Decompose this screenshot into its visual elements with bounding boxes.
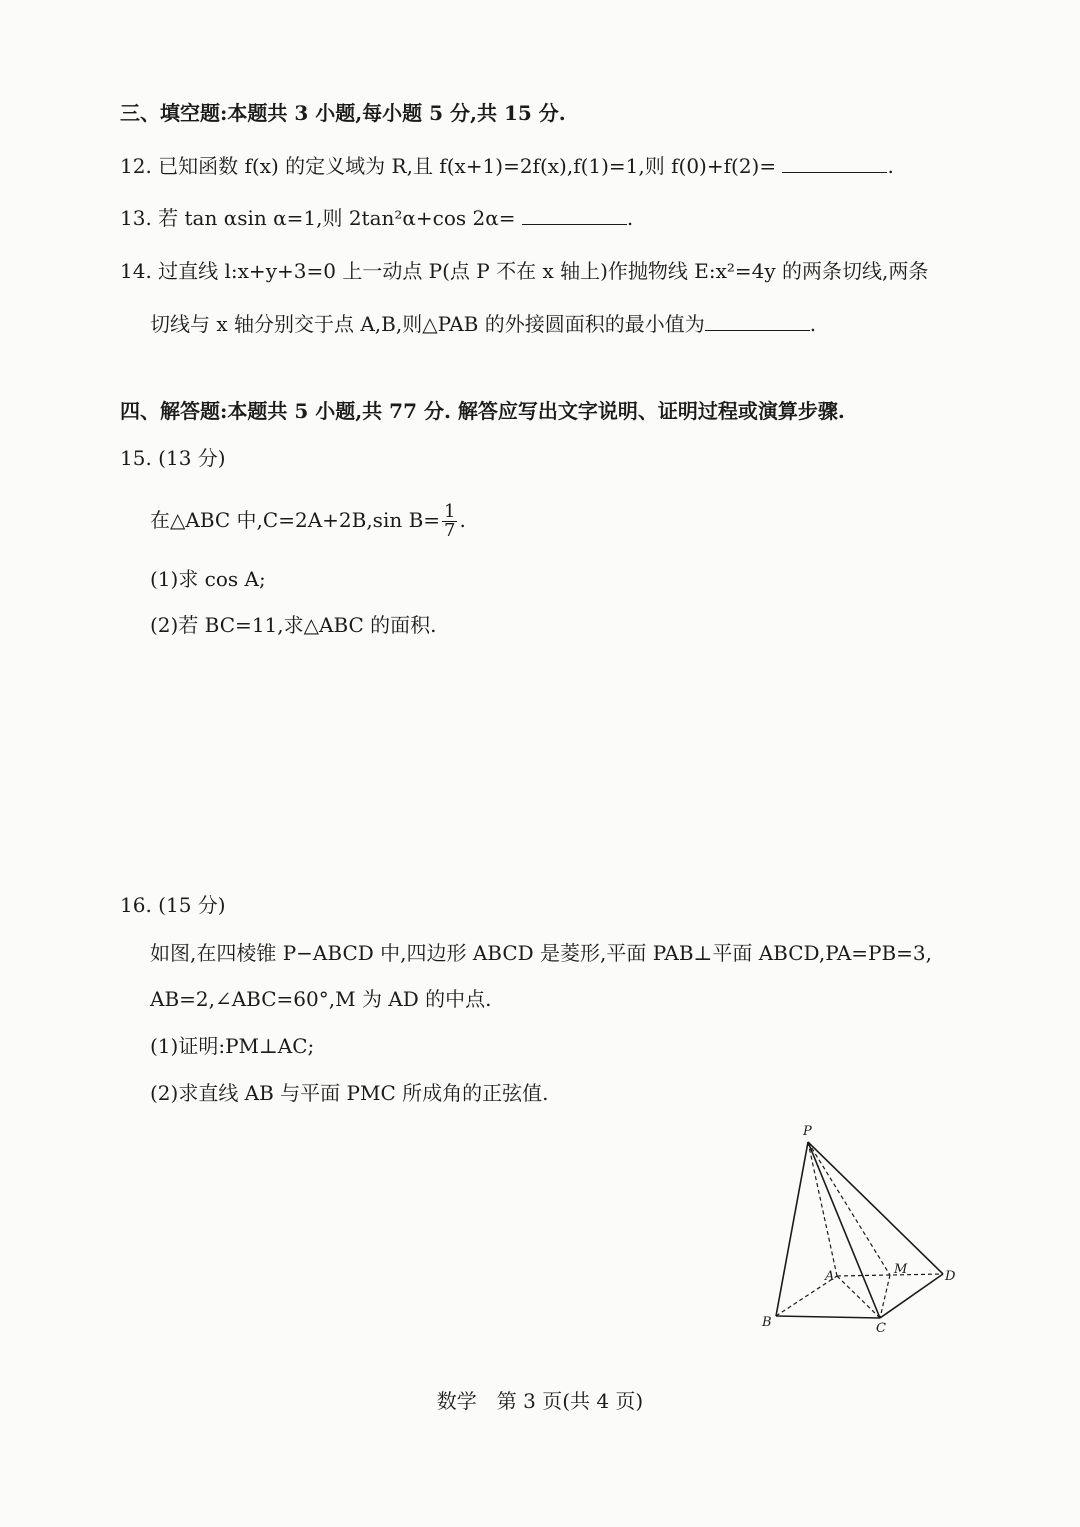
question-14-line-1: 14. 过直线 l:x+y+3=0 上一动点 P(点 P 不在 x 轴上)作抛物线 E:x²=4y 的两条切线,两条 (120, 259, 929, 283)
answer-blank-12[interactable] (782, 154, 887, 173)
question-15-part-2: (2)若 BC=11,求△ABC 的面积. (150, 613, 437, 637)
question-15-part-1: (1)求 cos A; (150, 567, 266, 591)
label-D: D (945, 1269, 956, 1284)
question-12 (120, 153, 894, 179)
question-12-text: 12. 已知函数 f(x) 的定义域为 R,且 f(x+1)=2f(x),f(1)=1,则 f(0)+f(2)= (120, 154, 777, 178)
label-B: B (762, 1315, 772, 1330)
fraction-denominator: 7 (444, 520, 456, 541)
edge-PA (808, 1142, 837, 1276)
fraction-numerator: 1 (444, 501, 456, 522)
pyramid-figure (740, 1115, 970, 1340)
fraction-one-seventh (442, 503, 457, 540)
label-C: C (876, 1321, 886, 1336)
solid-edges (776, 1142, 943, 1318)
section-4-heading: 四、解答题:本题共 5 小题,共 77 分. 解答应写出文字说明、证明过程或演算步骤. (120, 399, 845, 423)
edge-PB (776, 1142, 808, 1316)
question-16-stem-1: 如图,在四棱锥 P−ABCD 中,四边形 ABCD 是菱形,平面 PAB⊥平面 ABCD,PA=PB=3, (150, 941, 933, 965)
page-footer: 数学 第 3 页(共 4 页) (436, 1389, 644, 1413)
question-15-stem-period: . (459, 508, 466, 532)
edge-PD (808, 1142, 943, 1274)
question-16-part-2: (2)求直线 AB 与平面 PMC 所成角的正弦值. (150, 1081, 549, 1105)
question-16-stem-2: AB=2,∠ABC=60°,M 为 AD 的中点. (150, 987, 492, 1011)
question-15-header: 15. (13 分) (120, 446, 226, 470)
question-16-part-1: (1)证明:PM⊥AC; (150, 1034, 315, 1058)
label-M: M (894, 1262, 908, 1277)
answer-blank-13[interactable] (522, 206, 627, 225)
edge-AC (837, 1276, 880, 1318)
label-P: P (803, 1124, 812, 1139)
question-14-text: 切线与 x 轴分别交于点 A,B,则△PAB 的外接圆面积的最小值为 (150, 312, 705, 336)
label-A: A (825, 1269, 835, 1284)
question-14-period: . (809, 312, 817, 336)
answer-blank-14[interactable] (705, 312, 810, 331)
question-12-period: . (887, 154, 894, 178)
edge-CD (880, 1274, 943, 1318)
edge-PC (808, 1142, 880, 1318)
question-16-header: 16. (15 分) (120, 893, 226, 917)
question-14-line-2 (150, 311, 816, 337)
edge-PM (808, 1142, 890, 1275)
section-3-heading: 三、填空题:本题共 3 小题,每小题 5 分,共 15 分. (120, 101, 566, 125)
edge-BC (776, 1316, 880, 1318)
question-13-text: 13. 若 tan αsin α=1,则 2tan²α+cos 2α= (120, 206, 516, 230)
question-15-stem (150, 500, 466, 540)
question-15-stem-text: 在△ABC 中,C=2A+2B,sin B= (150, 508, 441, 532)
question-13-period: . (626, 206, 634, 230)
question-13 (120, 205, 633, 231)
